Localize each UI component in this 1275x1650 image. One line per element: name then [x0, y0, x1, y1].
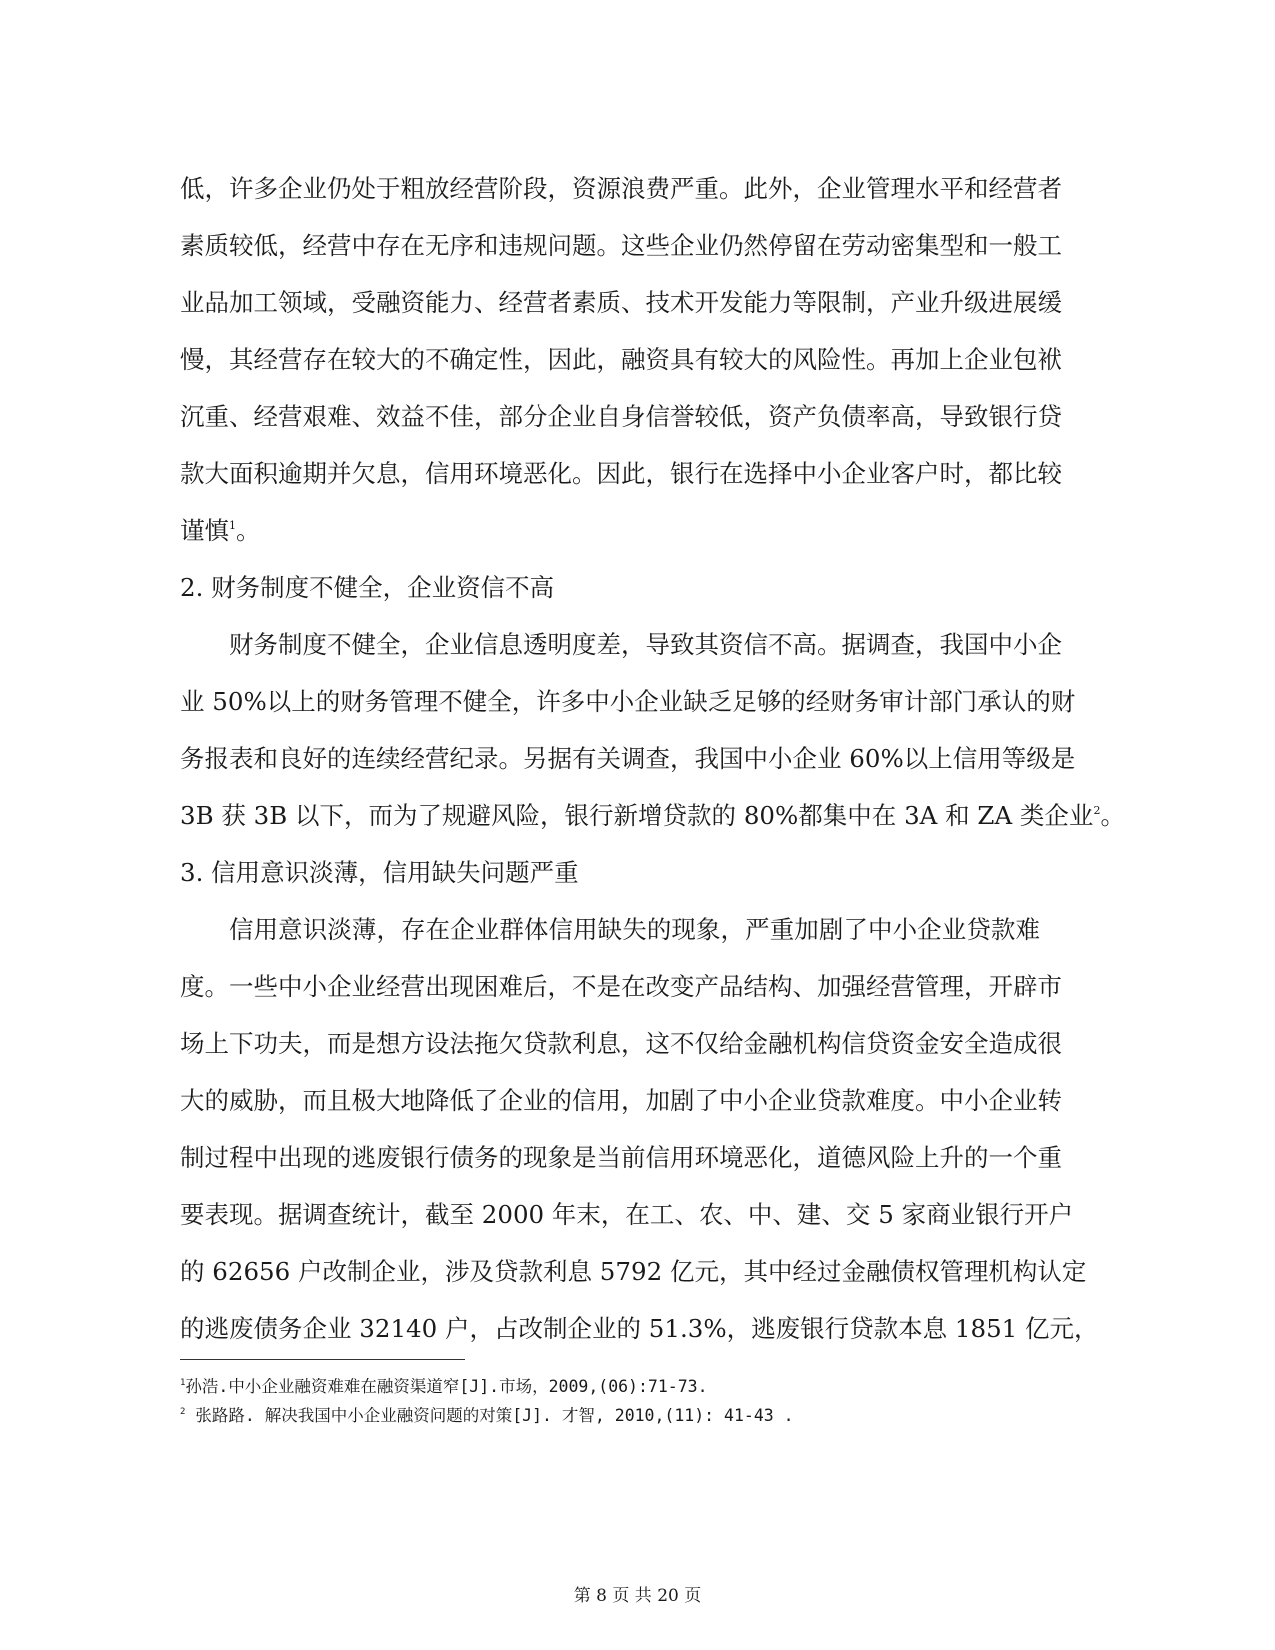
body-line: 款大面积逾期并欠息，信用环境恶化。因此，银行在选择中小企业客户时，都比较	[180, 459, 1062, 488]
footnote-text: 张路路. 解决我国中小企业融资问题的对策[J]. 才智, 2010,(11): 41-43 .	[185, 1406, 794, 1425]
footnote-2	[180, 1401, 1040, 1430]
paragraph-line-text: 3B 获 3B 以下，而为了规避风险，银行新增贷款的 80%都集中在 3A 和 ZA 类企业	[180, 801, 1094, 830]
footnote-text: 孙浩.中小企业融资难难在融资渠道窄[J].市场，2009,(06):71-73.	[185, 1377, 708, 1396]
section-heading: 2. 财务制度不健全，企业资信不高	[180, 573, 555, 602]
paragraph-line: 大的威胁，而且极大地降低了企业的信用，加剧了中小企业贷款难度。中小企业转	[180, 1086, 1062, 1115]
body-line-text: 谨慎	[180, 516, 229, 545]
body-text	[180, 160, 1125, 1357]
body-line: 素质较低，经营中存在无序和违规问题。这些企业仍然停留在劳动密集型和一般工	[180, 231, 1062, 260]
paragraph-line: 的逃废债务企业 32140 户，占改制企业的 51.3%，逃废银行贷款本息 1851 亿元，	[180, 1314, 1099, 1343]
body-line-end: 。	[236, 516, 261, 545]
footnote-ref: 1	[229, 519, 236, 532]
body-line: 低，许多企业仍处于粗放经营阶段，资源浪费严重。此外，企业管理水平和经营者	[180, 174, 1062, 203]
paragraph-line: 的 62656 户改制企业，涉及贷款利息 5792 亿元，其中经过金融债权管理机构认定	[180, 1257, 1087, 1286]
body-line-last	[180, 502, 1040, 559]
footnote-1	[180, 1372, 1040, 1401]
paragraph-line: 信用意识淡薄，存在企业群体信用缺失的现象，严重加剧了中小企业贷款难	[229, 915, 1040, 944]
footnote-separator	[180, 1359, 465, 1360]
section-heading: 3. 信用意识淡薄，信用缺失问题严重	[180, 858, 579, 887]
page-number: 第 8 页 共 20 页	[573, 1586, 702, 1606]
paragraph-line: 要表现。据调查统计，截至 2000 年末，在工、农、中、建、交 5 家商业银行开户	[180, 1200, 1074, 1229]
paragraph-line: 制过程中出现的逃废银行债务的现象是当前信用环境恶化，道德风险上升的一个重	[180, 1143, 1062, 1172]
paragraph-line: 度。一些中小企业经营出现困难后，不是在改变产品结构、加强经营管理，开辟市	[180, 972, 1062, 1001]
footnote-marker: 1	[180, 1378, 186, 1388]
paragraph-line-last	[180, 787, 1125, 844]
footnote-ref: 2	[1093, 804, 1101, 817]
paragraph-line: 业 50%以上的财务管理不健全，许多中小企业缺乏足够的经财务审计部门承认的财	[180, 687, 1076, 716]
paragraph-line-end: 。	[1100, 801, 1125, 830]
body-line: 慢，其经营存在较大的不确定性，因此，融资具有较大的风险性。再加上企业包袱	[180, 345, 1062, 374]
body-line: 沉重、经营艰难、效益不佳，部分企业自身信誉较低，资产负债率高，导致银行贷	[180, 402, 1062, 431]
footnotes	[180, 1372, 1040, 1430]
paragraph-line: 场上下功夫，而是想方设法拖欠贷款利息，这不仅给金融机构信贷资金安全造成很	[180, 1029, 1062, 1058]
footnote-marker: 2	[180, 1407, 186, 1417]
paragraph-line: 财务制度不健全，企业信息透明度差，导致其资信不高。据调查，我国中小企	[229, 630, 1062, 659]
body-line: 业品加工领域，受融资能力、经营者素质、技术开发能力等限制，产业升级进展缓	[180, 288, 1062, 317]
paragraph-line: 务报表和良好的连续经营纪录。另据有关调查，我国中小企业 60%以上信用等级是	[180, 744, 1076, 773]
